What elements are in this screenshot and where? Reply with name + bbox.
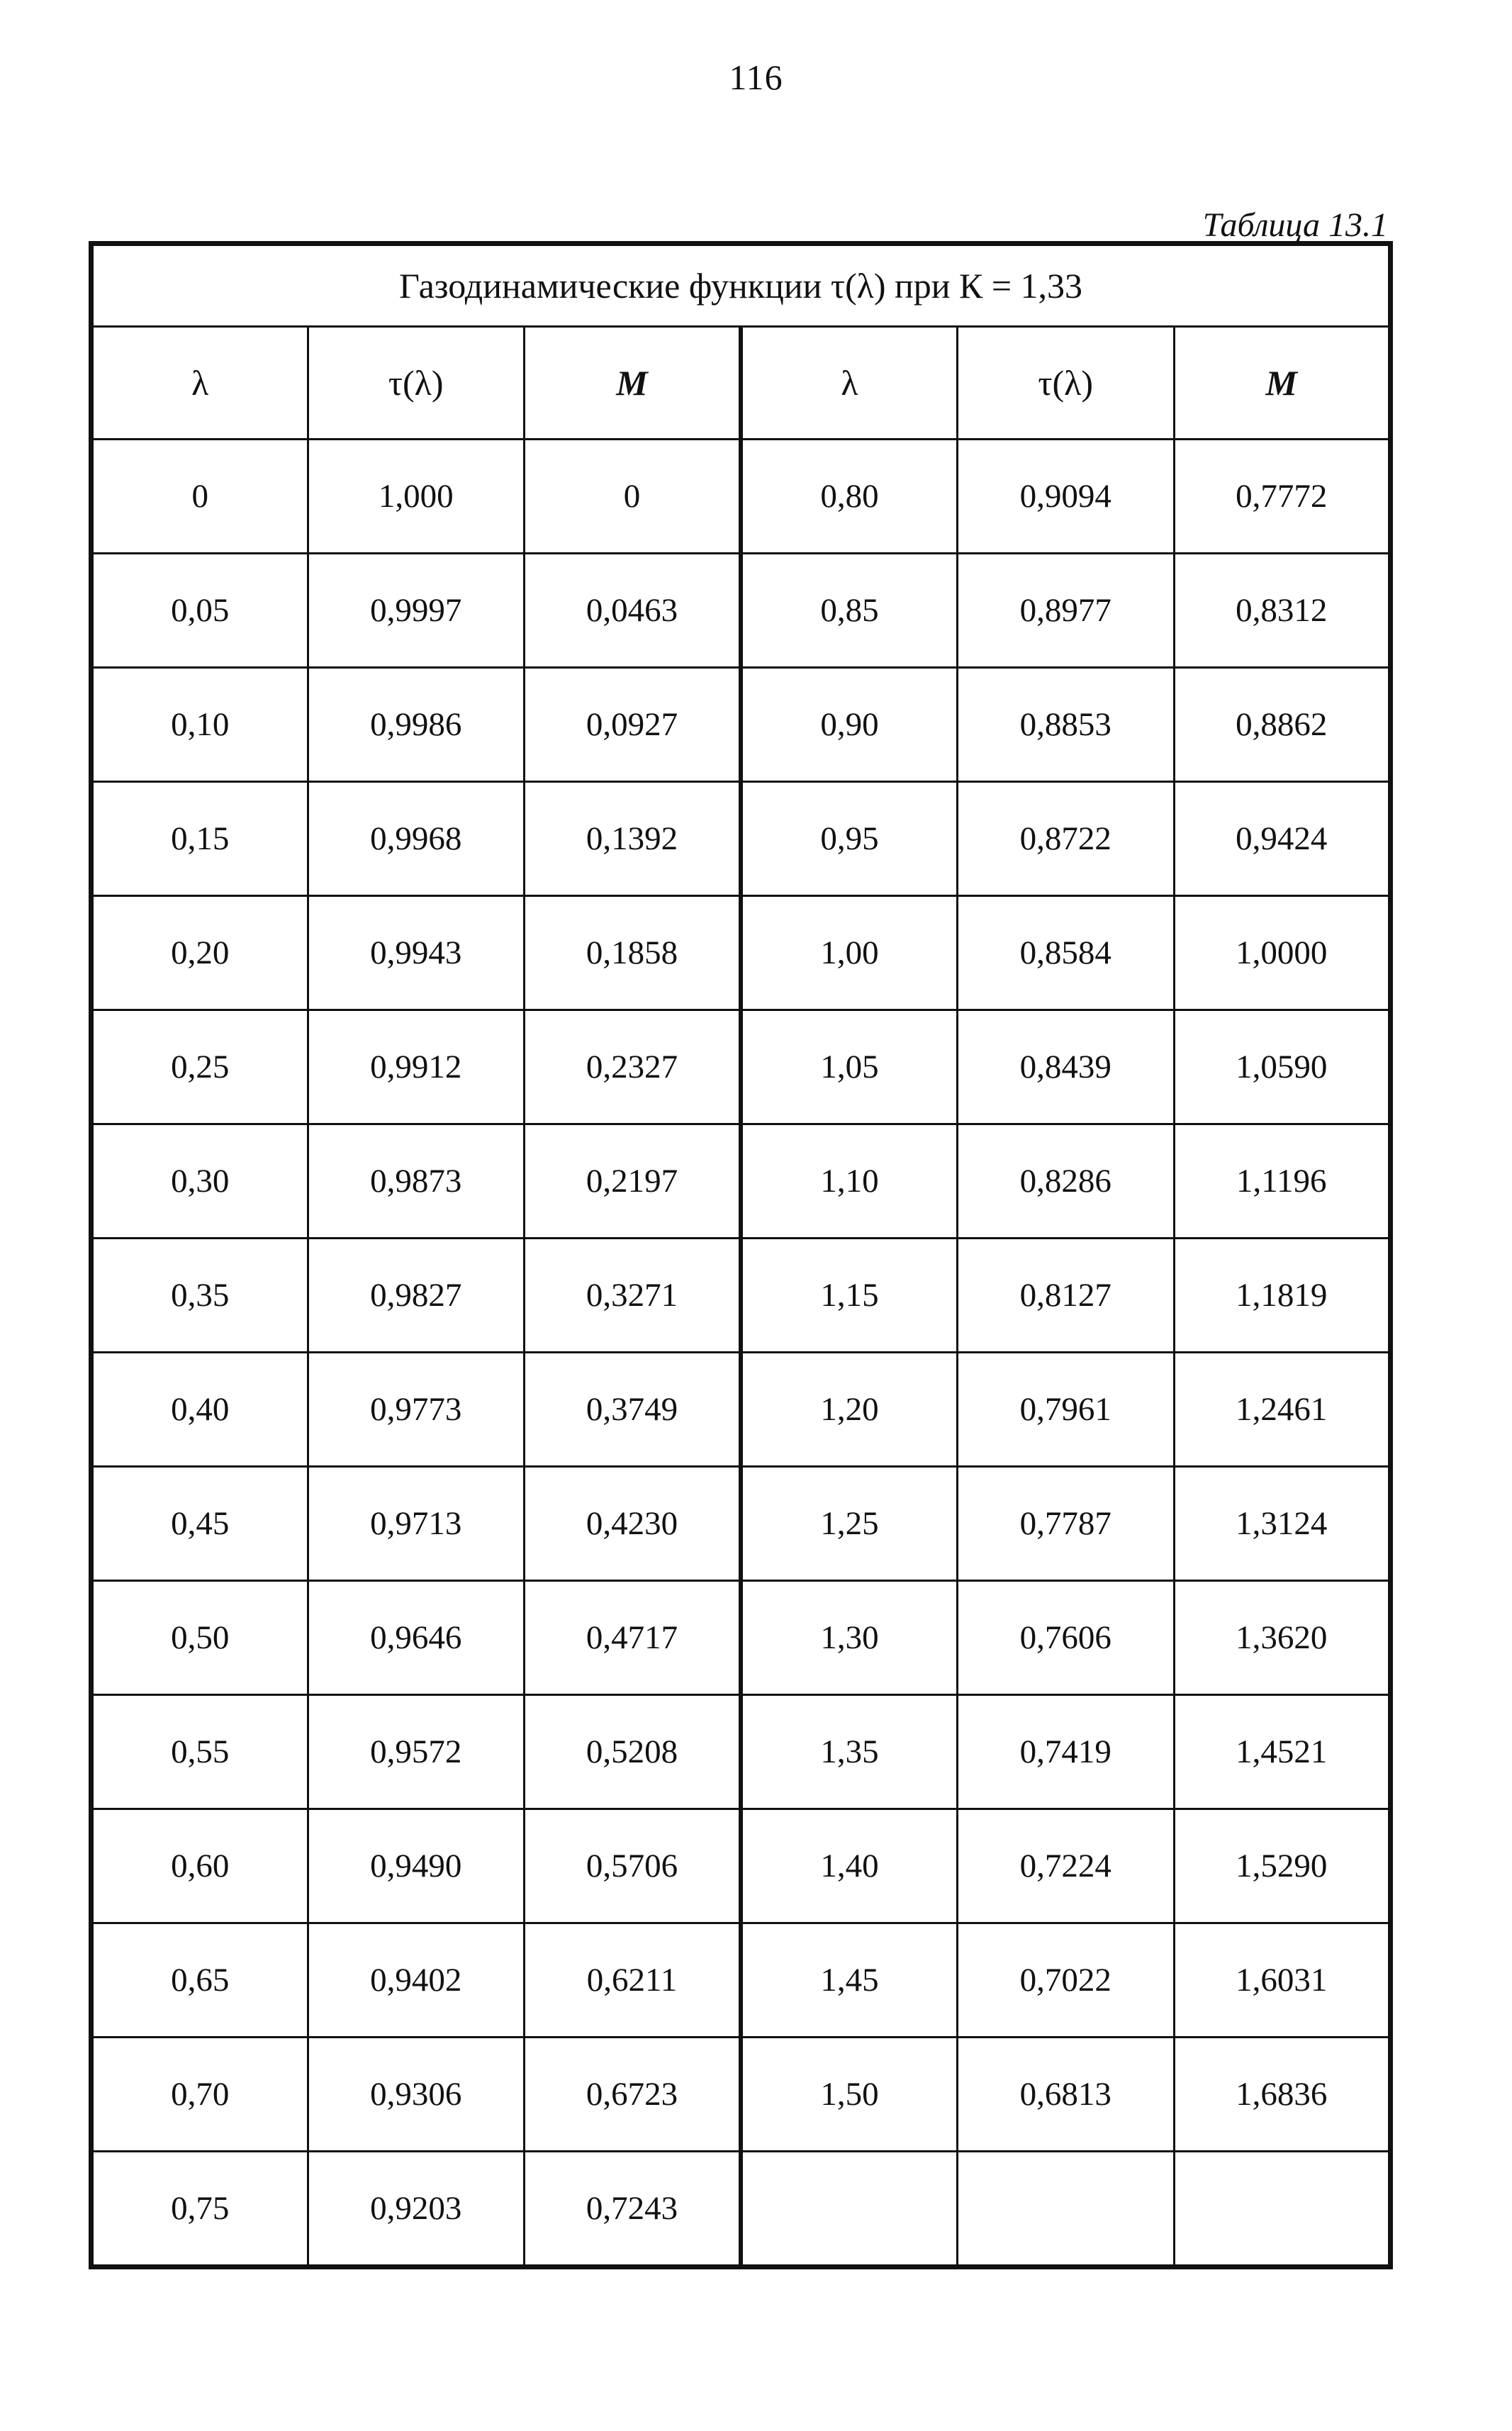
- lambda-cell: 0,75: [91, 2152, 308, 2267]
- tau-cell: 0,7606: [958, 1581, 1175, 1695]
- table-caption: Таблица 13.1: [1202, 206, 1388, 244]
- mach-cell: 0,0463: [525, 554, 741, 668]
- mach-cell: 0,4717: [525, 1581, 741, 1695]
- tau-cell: 0,8853: [958, 668, 1175, 782]
- tau-cell: 0,9827: [308, 1239, 525, 1353]
- tau-cell: 0,9986: [308, 668, 525, 782]
- table-row: [91, 1010, 1391, 1124]
- table-header-row: [91, 327, 1391, 440]
- lambda-cell: 1,40: [741, 1809, 958, 1923]
- mach-cell: 1,6031: [1174, 1923, 1391, 2038]
- tau-cell: 0,9203: [308, 2152, 525, 2267]
- tau-cell: 0,8977: [958, 554, 1175, 668]
- table-row: [91, 1467, 1391, 1581]
- column-header-mach: M: [525, 327, 741, 440]
- page-number: 116: [729, 57, 783, 97]
- lambda-cell: 0,65: [91, 1923, 308, 2038]
- mach-cell: 0,0927: [525, 668, 741, 782]
- column-header-mach: M: [1174, 327, 1391, 440]
- table-row: [91, 1353, 1391, 1467]
- table-row: [91, 896, 1391, 1010]
- table-row: [91, 440, 1391, 554]
- tau-cell: 0,9646: [308, 1581, 525, 1695]
- lambda-cell: [741, 2152, 958, 2267]
- tau-cell: 0,9873: [308, 1124, 525, 1239]
- tau-cell: 0,9306: [308, 2038, 525, 2152]
- tau-cell: [958, 2152, 1175, 2267]
- mach-cell: 1,6836: [1174, 2038, 1391, 2152]
- mach-cell: 0,9424: [1174, 782, 1391, 896]
- tau-cell: 0,7419: [958, 1695, 1175, 1809]
- table-row: [91, 1239, 1391, 1353]
- lambda-cell: 0,90: [741, 668, 958, 782]
- tau-cell: 0,9572: [308, 1695, 525, 1809]
- tau-cell: 0,8286: [958, 1124, 1175, 1239]
- table-row: [91, 1809, 1391, 1923]
- mach-cell: 1,1819: [1174, 1239, 1391, 1353]
- tau-cell: 0,9402: [308, 1923, 525, 2038]
- mach-cell: 0,3749: [525, 1353, 741, 1467]
- tau-cell: 0,9094: [958, 440, 1175, 554]
- tau-cell: 0,7787: [958, 1467, 1175, 1581]
- lambda-cell: 1,50: [741, 2038, 958, 2152]
- lambda-cell: 0,80: [741, 440, 958, 554]
- tau-cell: 0,9997: [308, 554, 525, 668]
- tau-cell: 0,8439: [958, 1010, 1175, 1124]
- column-header-tau: τ(λ): [308, 327, 525, 440]
- tau-cell: 0,6813: [958, 2038, 1175, 2152]
- lambda-cell: 0,35: [91, 1239, 308, 1353]
- table-row: [91, 1124, 1391, 1239]
- mach-cell: 1,3620: [1174, 1581, 1391, 1695]
- mach-cell: 0,5706: [525, 1809, 741, 1923]
- lambda-cell: 0,20: [91, 896, 308, 1010]
- tau-cell: 0,9490: [308, 1809, 525, 1923]
- mach-cell: 1,0000: [1174, 896, 1391, 1010]
- lambda-cell: 1,00: [741, 896, 958, 1010]
- tau-cell: 0,7022: [958, 1923, 1175, 2038]
- lambda-cell: 0,70: [91, 2038, 308, 2152]
- tau-cell: 0,9943: [308, 896, 525, 1010]
- lambda-cell: 0,40: [91, 1353, 308, 1467]
- lambda-cell: 0,05: [91, 554, 308, 668]
- mach-cell: 0,4230: [525, 1467, 741, 1581]
- mach-cell: [1174, 2152, 1391, 2267]
- lambda-cell: 1,35: [741, 1695, 958, 1809]
- lambda-cell: 1,15: [741, 1239, 958, 1353]
- tau-cell: 0,9968: [308, 782, 525, 896]
- mach-cell: 0: [525, 440, 741, 554]
- table-title: Газодинамические функции τ(λ) при К = 1,33: [91, 244, 1391, 327]
- tau-cell: 0,7961: [958, 1353, 1175, 1467]
- mach-cell: 0,2327: [525, 1010, 741, 1124]
- lambda-cell: 0,55: [91, 1695, 308, 1809]
- gas-dynamic-functions-table: [89, 241, 1393, 2269]
- mach-cell: 1,5290: [1174, 1809, 1391, 1923]
- lambda-cell: 1,30: [741, 1581, 958, 1695]
- lambda-cell: 0,10: [91, 668, 308, 782]
- table-row: [91, 668, 1391, 782]
- table-row: [91, 2038, 1391, 2152]
- lambda-cell: 0,25: [91, 1010, 308, 1124]
- lambda-cell: 0,15: [91, 782, 308, 896]
- mach-cell: 1,4521: [1174, 1695, 1391, 1809]
- mach-cell: 0,3271: [525, 1239, 741, 1353]
- lambda-cell: 0,45: [91, 1467, 308, 1581]
- column-header-tau: τ(λ): [958, 327, 1175, 440]
- mach-cell: 0,8862: [1174, 668, 1391, 782]
- tau-cell: 0,9713: [308, 1467, 525, 1581]
- tau-cell: 0,9773: [308, 1353, 525, 1467]
- tau-cell: 0,8584: [958, 896, 1175, 1010]
- mach-cell: 0,1392: [525, 782, 741, 896]
- table-container: [89, 241, 1393, 2269]
- table-row: [91, 2152, 1391, 2267]
- lambda-cell: 0,50: [91, 1581, 308, 1695]
- lambda-cell: 0,85: [741, 554, 958, 668]
- mach-cell: 0,1858: [525, 896, 741, 1010]
- table-row: [91, 554, 1391, 668]
- tau-cell: 0,8722: [958, 782, 1175, 896]
- tau-cell: 0,9912: [308, 1010, 525, 1124]
- mach-cell: 0,5208: [525, 1695, 741, 1809]
- table-row: [91, 1581, 1391, 1695]
- mach-cell: 1,3124: [1174, 1467, 1391, 1581]
- lambda-cell: 0,60: [91, 1809, 308, 1923]
- lambda-cell: 0: [91, 440, 308, 554]
- lambda-cell: 1,05: [741, 1010, 958, 1124]
- table-row: [91, 1923, 1391, 2038]
- mach-cell: 0,6211: [525, 1923, 741, 2038]
- tau-cell: 1,000: [308, 440, 525, 554]
- mach-cell: 0,8312: [1174, 554, 1391, 668]
- lambda-cell: 1,20: [741, 1353, 958, 1467]
- table-body: [91, 440, 1391, 2267]
- mach-cell: 1,2461: [1174, 1353, 1391, 1467]
- mach-cell: 1,0590: [1174, 1010, 1391, 1124]
- column-header-lambda: λ: [741, 327, 958, 440]
- mach-cell: 1,1196: [1174, 1124, 1391, 1239]
- table-title-row: [91, 244, 1391, 327]
- table-row: [91, 782, 1391, 896]
- lambda-cell: 1,45: [741, 1923, 958, 2038]
- mach-cell: 0,6723: [525, 2038, 741, 2152]
- tau-cell: 0,7224: [958, 1809, 1175, 1923]
- mach-cell: 0,2197: [525, 1124, 741, 1239]
- lambda-cell: 0,30: [91, 1124, 308, 1239]
- mach-cell: 0,7772: [1174, 440, 1391, 554]
- table-row: [91, 1695, 1391, 1809]
- lambda-cell: 1,10: [741, 1124, 958, 1239]
- tau-cell: 0,8127: [958, 1239, 1175, 1353]
- lambda-cell: 1,25: [741, 1467, 958, 1581]
- lambda-cell: 0,95: [741, 782, 958, 896]
- mach-cell: 0,7243: [525, 2152, 741, 2267]
- column-header-lambda: λ: [91, 327, 308, 440]
